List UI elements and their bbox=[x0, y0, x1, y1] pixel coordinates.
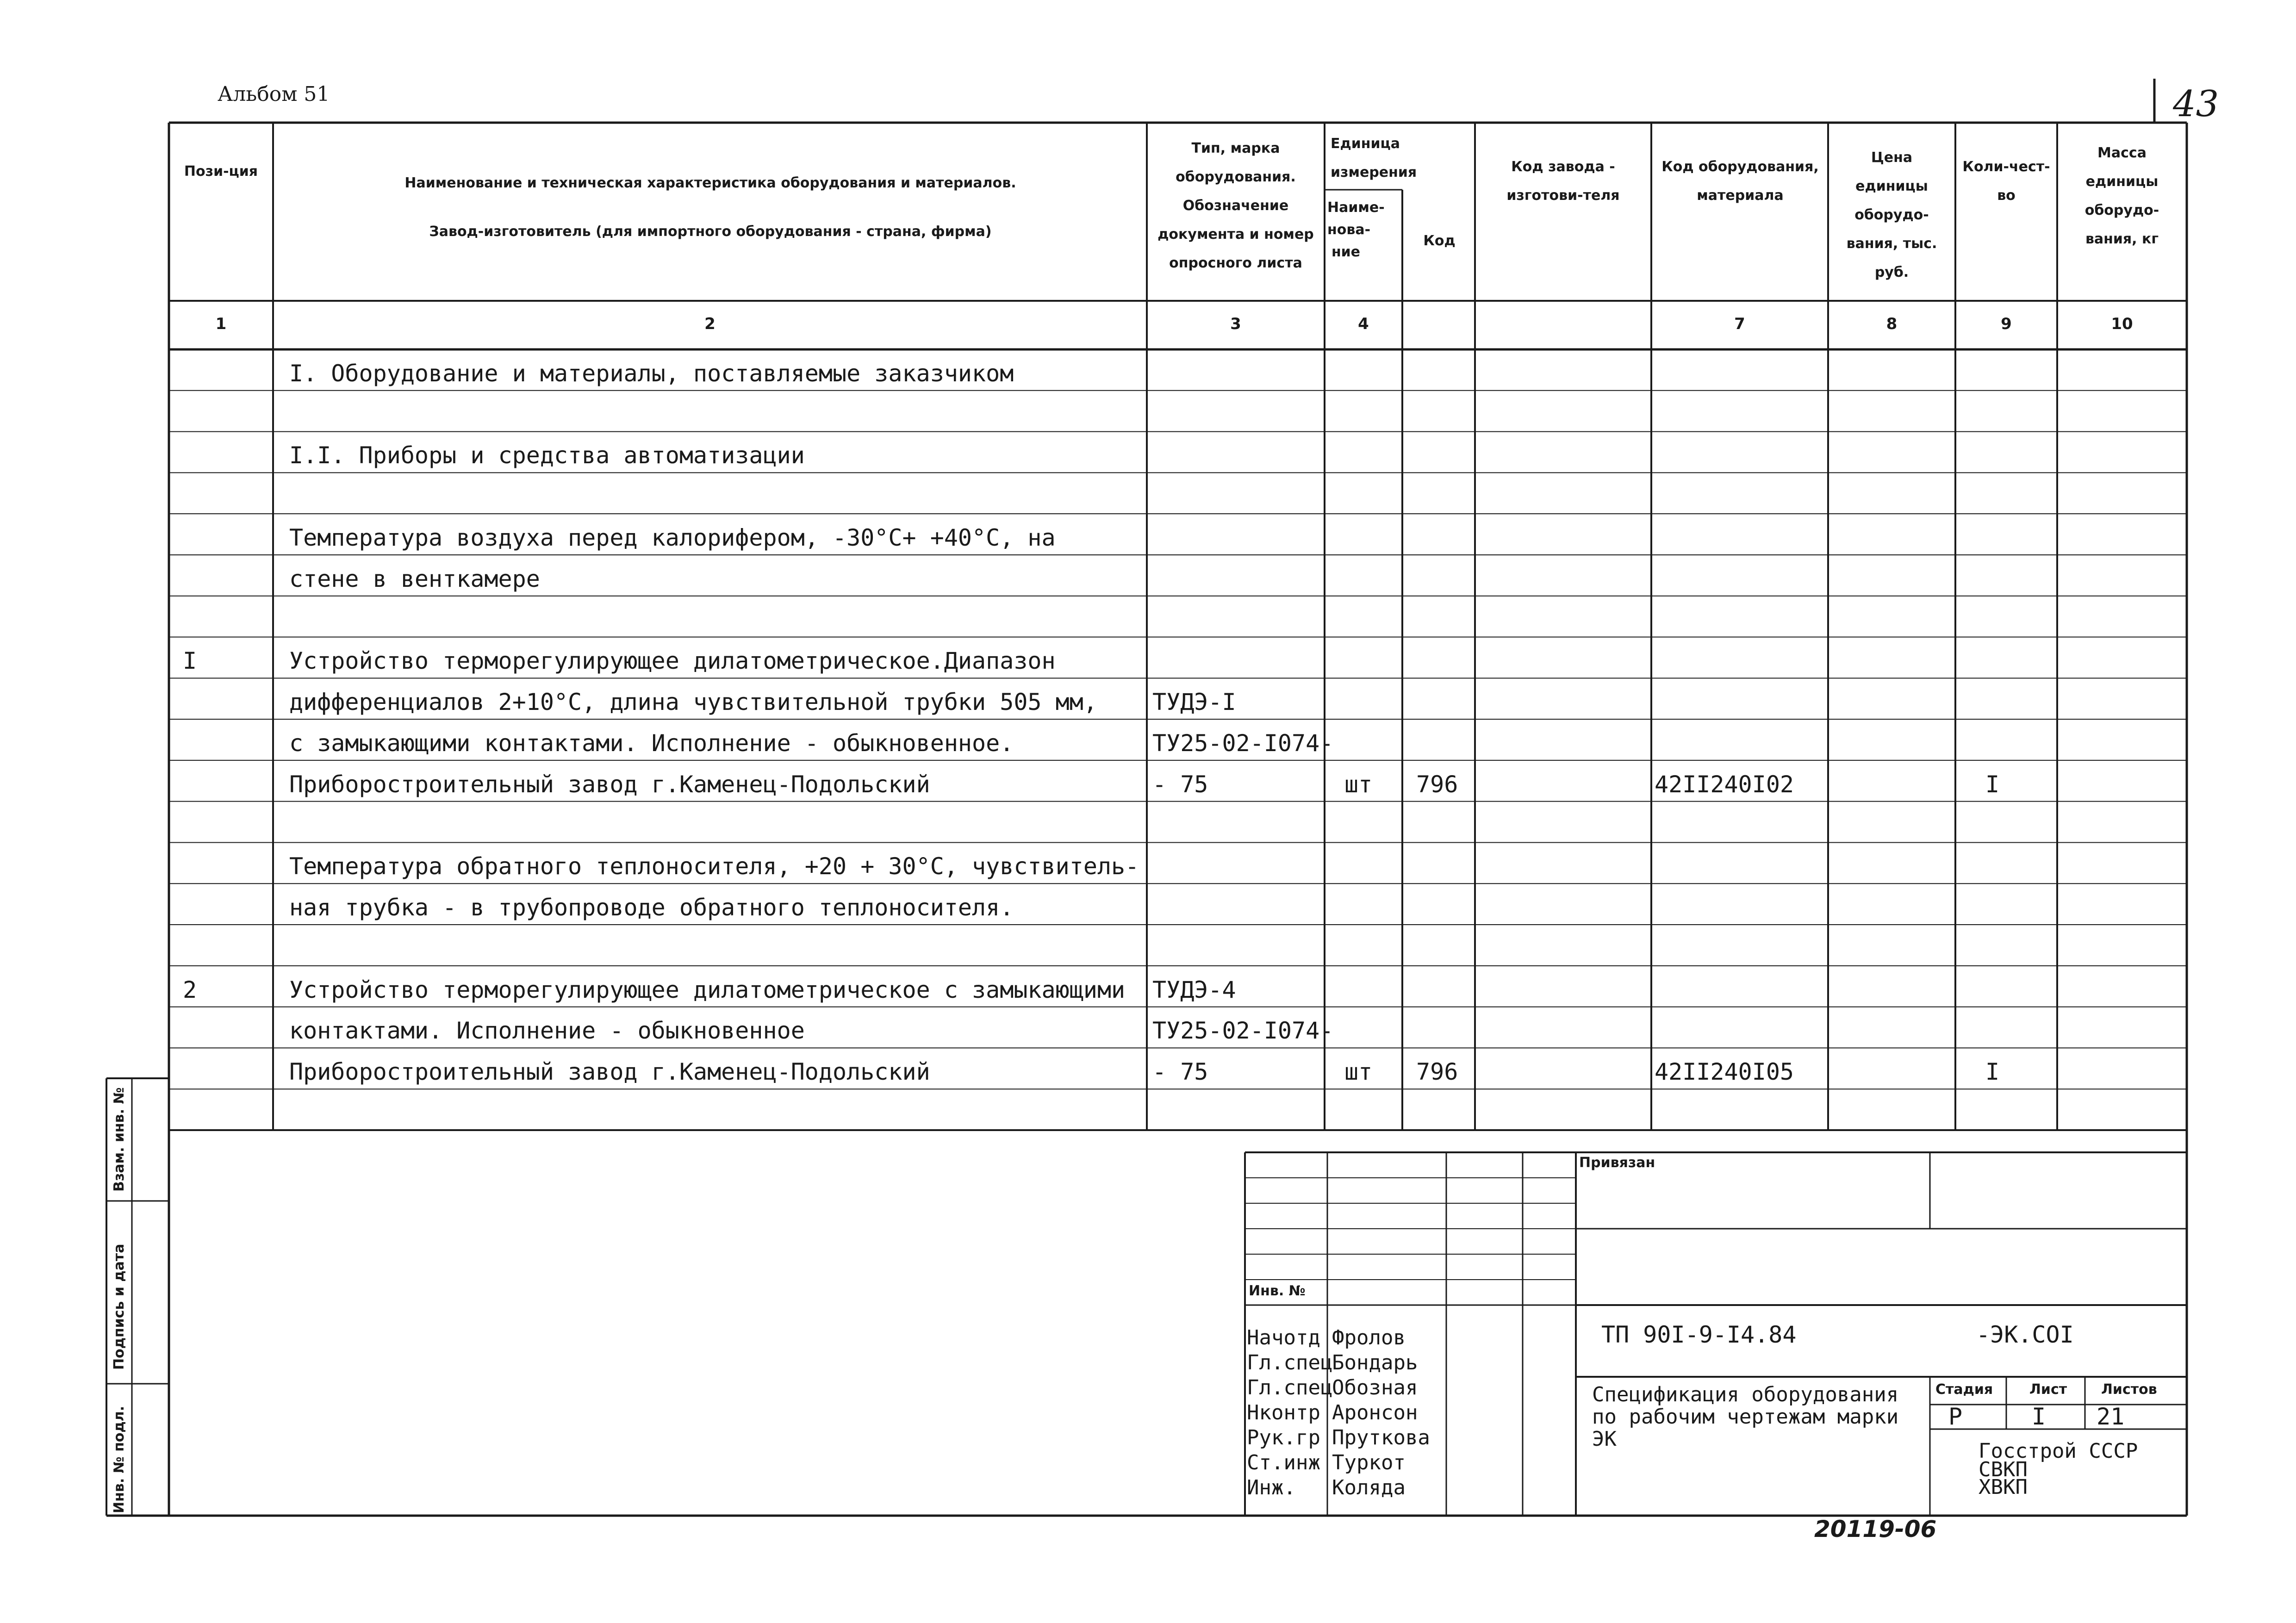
row-name: Приборостроительный завод г.Каменец-Подольский bbox=[289, 771, 930, 798]
header-unit-code: Код bbox=[1423, 233, 1456, 249]
header-unit: Единица измерения bbox=[1331, 136, 1417, 180]
row-type: ТУДЭ-4 bbox=[1152, 976, 1236, 1003]
row-name: I.I. Приборы и средства автоматизации bbox=[289, 442, 805, 469]
stadia-label: Стадия bbox=[1935, 1381, 1993, 1398]
document-code-suffix: -ЭК.COI bbox=[1976, 1321, 2074, 1348]
row-position: I bbox=[183, 647, 197, 675]
col-number-3: 3 bbox=[1230, 315, 1241, 333]
organization-name: Госстрой СССР bbox=[1979, 1439, 2138, 1463]
header-position: Пози-ция bbox=[184, 163, 258, 180]
row-name: контактами. Исполнение - обыкновенное bbox=[289, 1017, 805, 1045]
list-value: I bbox=[2032, 1403, 2046, 1430]
inv-no-label: Инв. № bbox=[1249, 1283, 1306, 1299]
header-price: Цена единицы оборудо-вания, тыс. руб. bbox=[1846, 149, 1937, 280]
row-type: ТУ25-02-I074- bbox=[1152, 1017, 1334, 1045]
list-label: Лист bbox=[2029, 1381, 2067, 1398]
row-type: - 75 bbox=[1152, 771, 1208, 798]
header-mass: Масса единицы оборудо-вания, кг bbox=[2084, 145, 2159, 247]
row-name: Приборостроительный завод г.Каменец-Подольский bbox=[289, 1058, 930, 1086]
staff-name: Коляда bbox=[1332, 1476, 1406, 1499]
row-name: ная трубка - в трубопроводе обратного теплоносителя. bbox=[289, 894, 1014, 921]
staff-role: Гл.спец bbox=[1247, 1351, 1333, 1374]
side-podpis-data: Подпись и дата bbox=[111, 1244, 127, 1370]
header-name-line1: Наименование и техническая характеристика оборудования и материалов. bbox=[404, 175, 1016, 191]
row-unit: шт bbox=[1344, 1058, 1373, 1086]
col-number-10: 10 bbox=[2111, 315, 2133, 333]
document-code: ТП 90I-9-I4.84 bbox=[1601, 1321, 1797, 1348]
row-position: 2 bbox=[183, 976, 197, 1003]
row-type: ТУДЭ-I bbox=[1152, 689, 1236, 716]
staff-name: Туркот bbox=[1332, 1451, 1406, 1474]
document-description: Спецификация оборудования по рабочим чертежам марки ЭК bbox=[1592, 1383, 1899, 1451]
staff-name: Аронсон bbox=[1332, 1401, 1418, 1424]
staff-name: Обозная bbox=[1332, 1376, 1418, 1399]
listov-label: Листов bbox=[2101, 1381, 2157, 1398]
staff-role: Ст.инж bbox=[1247, 1451, 1320, 1474]
side-inv-podl: Инв. № подл. bbox=[111, 1405, 127, 1513]
row-name: дифференциалов 2+10°C, длина чувствительной трубки 505 мм, bbox=[289, 689, 1097, 716]
col-number-8: 8 bbox=[1886, 315, 1898, 333]
archive-number: 20119-06 bbox=[1814, 1516, 1937, 1542]
col-number-4: 4 bbox=[1358, 315, 1369, 333]
staff-role: Нконтр bbox=[1247, 1401, 1320, 1424]
col-number-7: 7 bbox=[1734, 315, 1745, 333]
staff-role: Начотд bbox=[1247, 1326, 1320, 1349]
album-label: Альбом 51 bbox=[218, 82, 330, 106]
staff-role: Рук.гр bbox=[1247, 1426, 1320, 1449]
page-number: 43 bbox=[2173, 83, 2219, 125]
staff-role: Инж. bbox=[1247, 1476, 1296, 1499]
row-unit-code: 796 bbox=[1416, 1058, 1458, 1086]
side-vzam-inv: Взам. инв. № bbox=[111, 1087, 127, 1192]
header-equipment-code: Код оборудования, материала bbox=[1661, 159, 1819, 204]
row-name: Устройство терморегулирующее дилатометрическое.Диапазон bbox=[289, 647, 1056, 675]
header-quantity: Коли-чест-во bbox=[1962, 159, 2050, 204]
row-quantity: I bbox=[1985, 771, 2000, 798]
staff-name: Пруткова bbox=[1332, 1426, 1430, 1449]
stadia-value: Р bbox=[1948, 1403, 1963, 1430]
col-number-2: 2 bbox=[704, 315, 716, 333]
header-name-line2: Завод-изготовитель (для импортного оборудования - страна, фирма) bbox=[429, 224, 992, 240]
organization-sub2: ХВКП bbox=[1979, 1475, 2028, 1499]
row-type: - 75 bbox=[1152, 1058, 1208, 1086]
privyazan-label: Привязан bbox=[1579, 1155, 1655, 1171]
row-name: Температура воздуха перед калорифером, -30°C+ +40°C, на bbox=[289, 524, 1056, 551]
organization-sub1: СВКП bbox=[1979, 1458, 2028, 1481]
header-manufacturer-code: Код завода - изготови-теля bbox=[1506, 159, 1620, 204]
listov-value: 21 bbox=[2097, 1403, 2125, 1430]
row-quantity: I bbox=[1985, 1058, 2000, 1086]
row-type: ТУ25-02-I074- bbox=[1152, 729, 1334, 757]
staff-name: Фролов bbox=[1332, 1326, 1406, 1349]
staff-role: Гл.спец bbox=[1247, 1376, 1333, 1399]
row-unit-code: 796 bbox=[1416, 771, 1458, 798]
row-name: Устройство терморегулирующее дилатометрическое с замыкающими bbox=[289, 976, 1126, 1003]
row-name: I. Оборудование и материалы, поставляемые заказчиком bbox=[289, 360, 1014, 387]
col-number-9: 9 bbox=[2001, 315, 2012, 333]
row-name: с замыкающими контактами. Исполнение - обыкновенное. bbox=[289, 729, 1014, 757]
col-number-1: 1 bbox=[215, 315, 227, 333]
row-equipment-code: 42II240I05 bbox=[1655, 1058, 1794, 1086]
row-equipment-code: 42II240I02 bbox=[1655, 771, 1794, 798]
row-name: Температура обратного теплоносителя, +20 + 30°C, чувствитель- bbox=[289, 853, 1139, 880]
row-unit: шт bbox=[1344, 771, 1373, 798]
header-type: Тип, марка оборудования. Обозначение документа и номер опросного листа bbox=[1157, 140, 1314, 271]
header-unit-name: Наиме-нова-ние bbox=[1327, 199, 1385, 260]
staff-name: Бондарь bbox=[1332, 1351, 1418, 1374]
row-name: стене в венткамере bbox=[289, 565, 540, 592]
